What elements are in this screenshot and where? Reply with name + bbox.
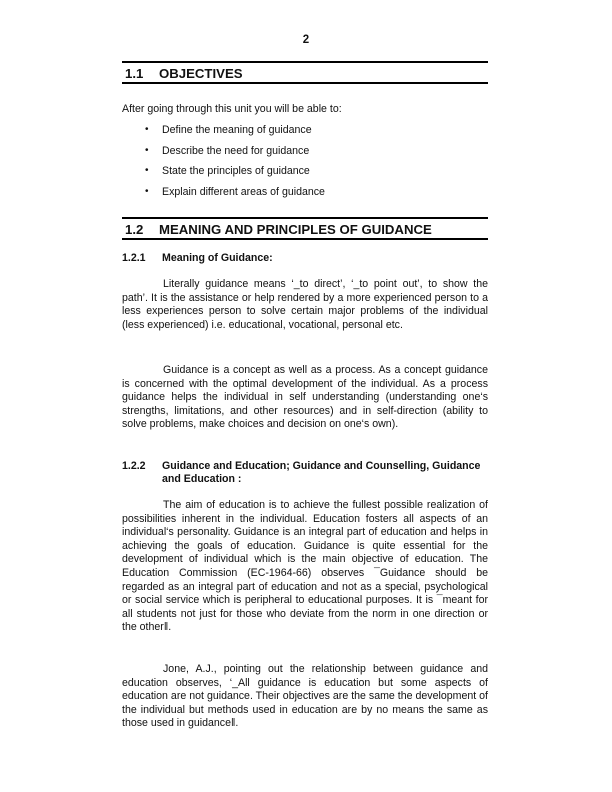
bullet-icon: •	[145, 165, 149, 176]
objective-text: State the principles of guidance	[162, 165, 310, 177]
subsection-heading-meaning	[122, 252, 488, 265]
section-title: OBJECTIVES	[159, 66, 243, 81]
section-title: MEANING AND PRINCIPLES OF GUIDANCE	[159, 222, 432, 237]
objectives-list	[122, 122, 325, 204]
section-heading-objectives	[122, 61, 488, 84]
subsection-title: Guidance and Education; Guidance and Counselling, Guidance and Education :	[162, 460, 481, 485]
subsection-title: Meaning of Guidance:	[162, 252, 273, 264]
paragraph: The aim of education is to achieve the fullest possible realization of possibilities inherent in the individual. Education fosters all aspects of an individual‘s personality. Guidance is an integral part of education and helps in achieving the goals of education. Guidance is quite essential for the development of individual which is the main objective of education. The Education Commission (EC-1964-66) observes ¯Guidance should be regarded as an integral part of education and not as a special, psychological or social service which is peripheral to educational purposes. It is ¯meant for all students not just for those who deviate from the norm in one direction or the other‖.	[122, 499, 488, 634]
page-number: 2	[302, 34, 310, 46]
objective-text: Describe the need for guidance	[162, 144, 310, 157]
paragraph: Literally guidance means ‘_to direct’, ‘_to point out’, to show the path’. It is the assistance or help rendered by a more experienced person to a less experiences person to solve certain major problems of the individual (less experienced) i.e. educational, vocational, personal etc.	[122, 278, 488, 331]
list-item	[122, 163, 325, 184]
section-number: 1.1	[125, 66, 144, 81]
objective-text: Explain different areas of guidance	[162, 185, 325, 198]
subsection-number: 1.2.1	[122, 252, 146, 264]
bullet-icon: •	[145, 144, 149, 156]
bullet-icon: •	[145, 124, 149, 135]
bullet-icon: •	[145, 185, 149, 197]
objective-text: Define the meaning of guidance	[162, 124, 312, 136]
section-number: 1.2	[125, 222, 144, 237]
list-item	[122, 184, 325, 205]
subsection-heading-guidance-education	[122, 460, 488, 486]
subsection-number: 1.2.2	[122, 460, 146, 472]
paragraph: Jone, A.J., pointing out the relationship between guidance and education observes, ‘_All guidance is education but some aspects of education are not guidance. Their objectives are the same the development of the individual but methods used in education are by no means the same as those used in guidance‖.	[122, 663, 488, 730]
list-item	[122, 122, 325, 143]
objectives-intro: After going through this unit you will be able to:	[122, 103, 342, 115]
list-item	[122, 143, 325, 164]
paragraph: Guidance is a concept as well as a process. As a concept guidance is concerned with the optimal development of the individual. As a process guidance helps the individual in self understanding (understanding one‘s strengths, limitations, and other resources) and in self-direction (ability to solve problems, make choices and decision on one‘s own).	[122, 364, 488, 431]
section-heading-meaning-principles	[122, 217, 488, 240]
